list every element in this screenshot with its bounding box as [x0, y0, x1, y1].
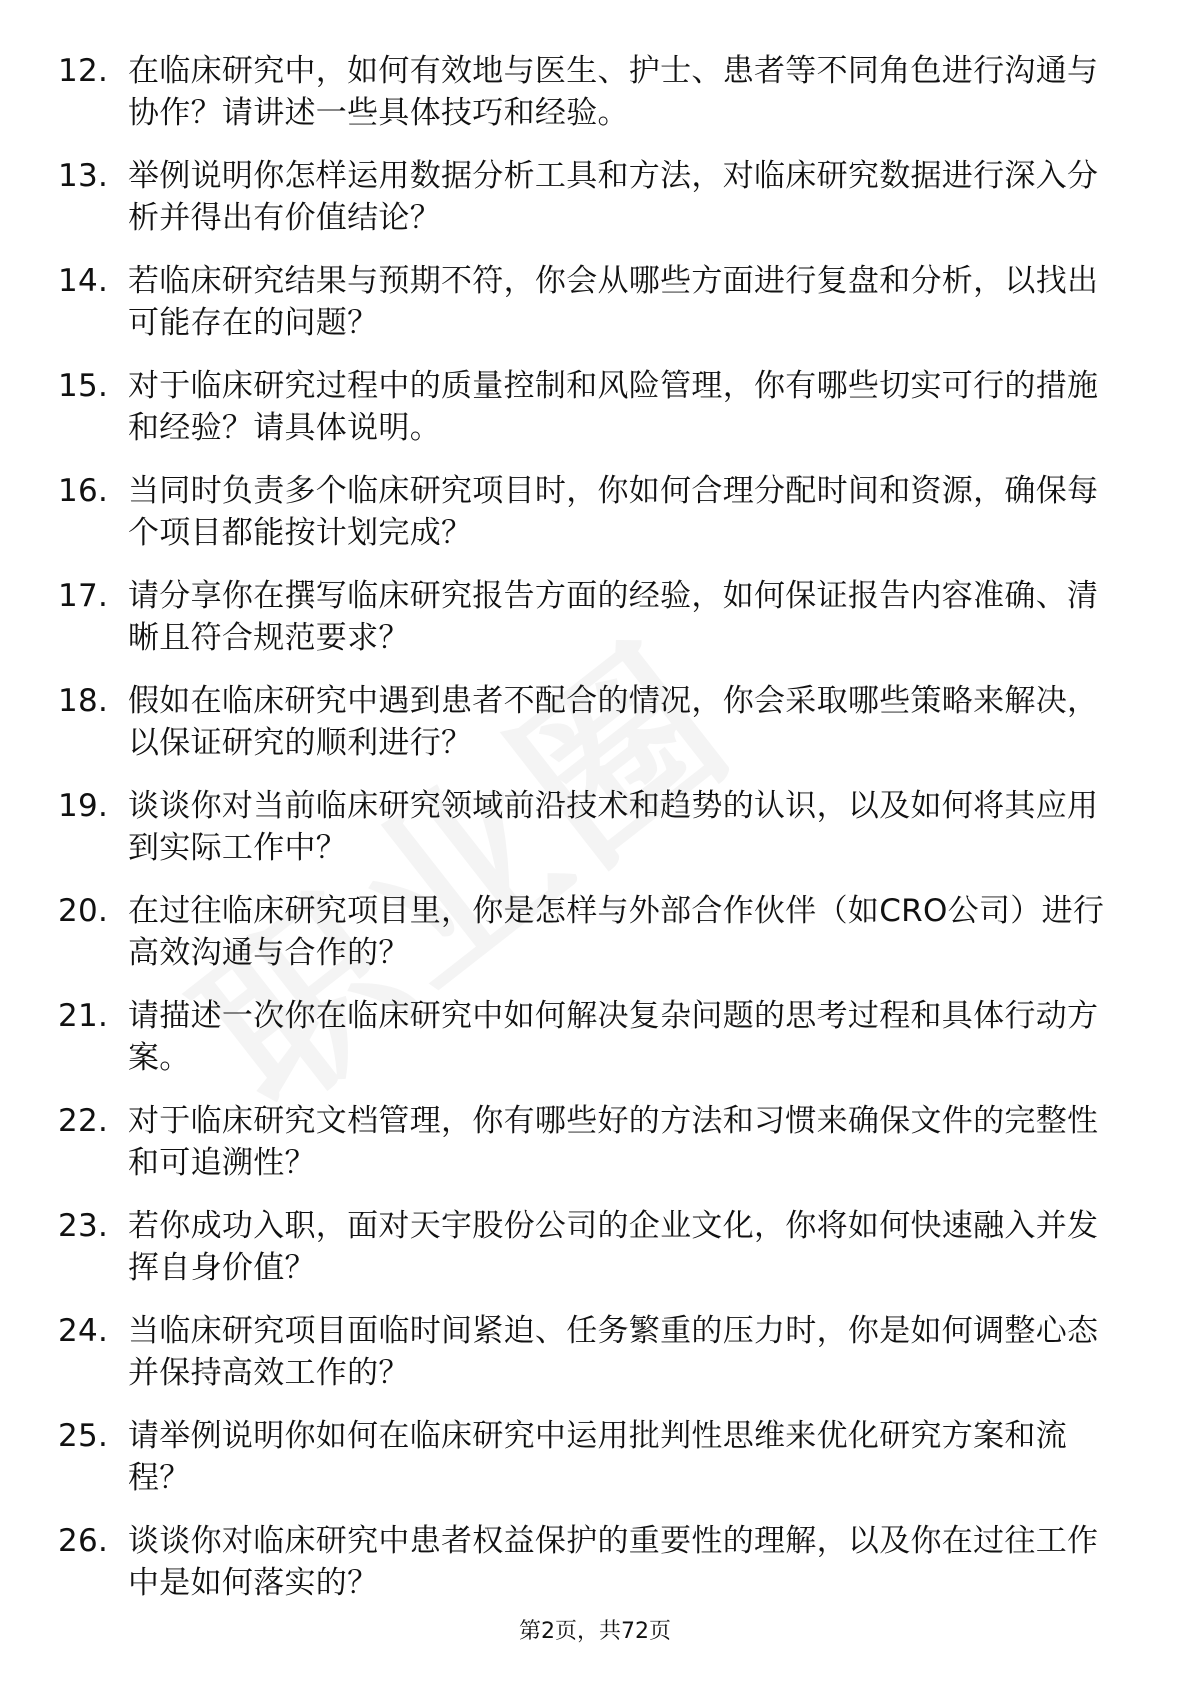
question-number: 25. [58, 1418, 109, 1454]
question-text: 谈谈你对当前临床研究领域前沿技术和趋势的认识，以及如何将其应用到实际工作中？ [128, 788, 1099, 866]
question-number: 22. [58, 1103, 109, 1139]
question-item [58, 1415, 1118, 1499]
question-item [58, 50, 1118, 134]
question-number: 21. [58, 998, 109, 1034]
question-item [58, 785, 1118, 869]
question-number: 17. [58, 578, 109, 614]
question-list [58, 50, 1118, 1625]
question-item [58, 995, 1118, 1079]
question-text: 假如在临床研究中遇到患者不配合的情况，你会采取哪些策略来解决，以保证研究的顺利进行？ [128, 683, 1099, 761]
question-text: 对于临床研究过程中的质量控制和风险管理，你有哪些切实可行的措施和经验？请具体说明。 [128, 368, 1099, 446]
question-text: 在临床研究中，如何有效地与医生、护士、患者等不同角色进行沟通与协作？请讲述一些具体技巧和经验。 [128, 53, 1099, 131]
question-text: 举例说明你怎样运用数据分析工具和方法，对临床研究数据进行深入分析并得出有价值结论？ [128, 158, 1099, 236]
question-number: 12. [58, 53, 109, 89]
question-text: 请分享你在撰写临床研究报告方面的经验，如何保证报告内容准确、清晰且符合规范要求？ [128, 578, 1099, 656]
page-number-footer: 第2页，共72页 [519, 1619, 671, 1644]
question-text: 谈谈你对临床研究中患者权益保护的重要性的理解，以及你在过往工作中是如何落实的？ [128, 1523, 1099, 1601]
question-text: 请举例说明你如何在临床研究中运用批判性思维来优化研究方案和流程？ [128, 1418, 1067, 1496]
question-text: 若你成功入职，面对天宇股份公司的企业文化，你将如何快速融入并发挥自身价值？ [128, 1208, 1099, 1286]
question-number: 18. [58, 683, 109, 719]
question-number: 20. [58, 893, 109, 929]
question-item [58, 1100, 1118, 1184]
question-number: 15. [58, 368, 109, 404]
question-item [58, 365, 1118, 449]
question-number: 16. [58, 473, 109, 509]
question-text: 请描述一次你在临床研究中如何解决复杂问题的思考过程和具体行动方案。 [128, 998, 1099, 1076]
question-item [58, 1205, 1118, 1289]
question-item [58, 470, 1118, 554]
question-number: 14. [58, 263, 109, 299]
question-item [58, 575, 1118, 659]
question-text: 在过往临床研究项目里，你是怎样与外部合作伙伴（如CRO公司）进行高效沟通与合作的？ [128, 893, 1105, 971]
question-number: 24. [58, 1313, 109, 1349]
question-item [58, 890, 1118, 974]
question-number: 23. [58, 1208, 109, 1244]
question-item [58, 155, 1118, 239]
question-text: 当临床研究项目面临时间紧迫、任务繁重的压力时，你是如何调整心态并保持高效工作的？ [128, 1313, 1099, 1391]
question-item [58, 1310, 1118, 1394]
question-text: 当同时负责多个临床研究项目时，你如何合理分配时间和资源，确保每个项目都能按计划完成？ [128, 473, 1099, 551]
question-number: 19. [58, 788, 109, 824]
question-number: 13. [58, 158, 109, 194]
question-text: 若临床研究结果与预期不符，你会从哪些方面进行复盘和分析，以找出可能存在的问题？ [128, 263, 1099, 341]
question-item [58, 680, 1118, 764]
question-text: 对于临床研究文档管理，你有哪些好的方法和习惯来确保文件的完整性和可追溯性？ [128, 1103, 1099, 1181]
question-number: 26. [58, 1523, 109, 1559]
question-item [58, 1520, 1118, 1604]
question-item [58, 260, 1118, 344]
